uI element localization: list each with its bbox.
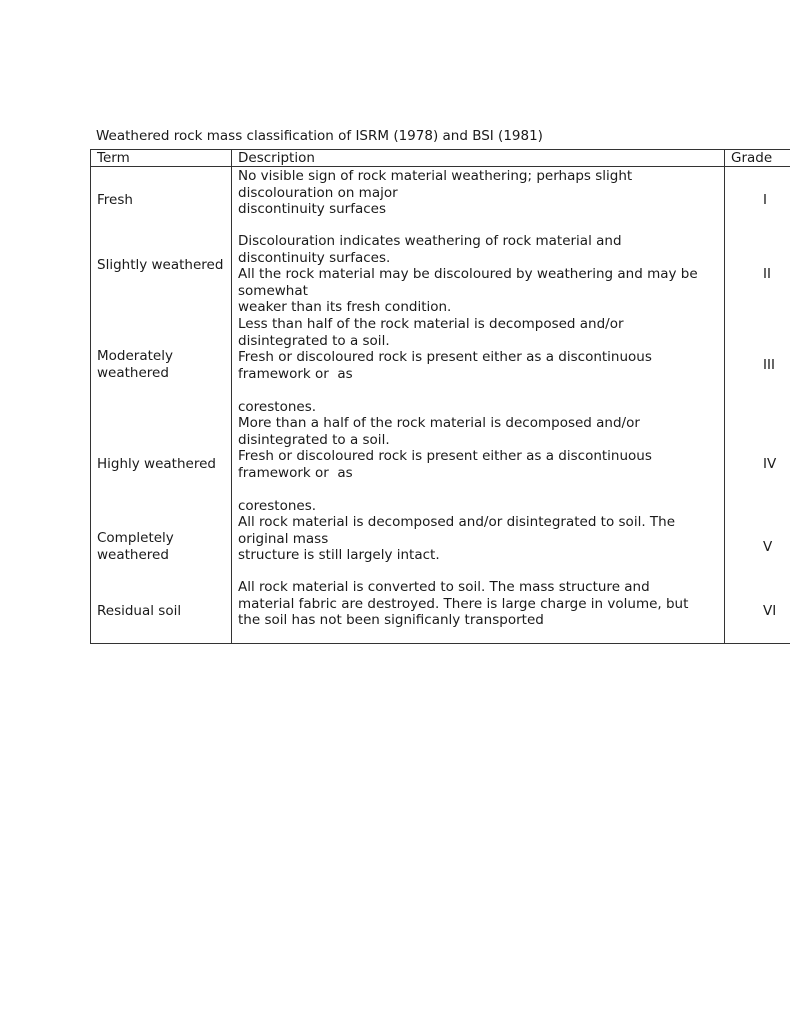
column-divider [231, 150, 232, 643]
description-line: somewhat [238, 282, 308, 299]
description-line: framework or as [238, 464, 353, 481]
description-cell [238, 579, 718, 629]
header-divider [91, 166, 790, 167]
term-cell: Slightly weathered [97, 257, 224, 273]
description-line: corestones. [238, 497, 317, 514]
term-cell: Fresh [97, 192, 133, 208]
description-line: corestones. [238, 398, 317, 415]
description-line: original mass [238, 530, 329, 547]
description-line: No visible sign of rock material weathering; perhaps slight [238, 168, 633, 184]
grade-cell: III [763, 357, 775, 373]
description-line [238, 481, 718, 498]
description-line: the soil has not been significanly transported [238, 612, 544, 628]
table-caption: Weathered rock mass classification of ISRM (1978) and BSI (1981) [96, 128, 543, 144]
description-line: More than a half of the rock material is decomposed and/or [238, 415, 640, 431]
description-line: disintegrated to a soil. [238, 332, 390, 349]
description-cell [238, 168, 718, 218]
header-description: Description [238, 150, 315, 166]
description-cell [238, 316, 718, 415]
description-line: discolouration on major [238, 184, 398, 201]
header-term: Term [97, 150, 130, 166]
grade-cell: VI [763, 603, 777, 619]
description-line: framework or as [238, 365, 353, 382]
description-line: Fresh or discoloured rock is present either as a discontinuous [238, 448, 652, 464]
column-divider [724, 150, 725, 643]
description-line: discontinuity surfaces. [238, 249, 391, 266]
term-cell: Highly weathered [97, 456, 216, 472]
grade-cell: IV [763, 456, 777, 472]
description-line: weaker than its fresh condition. [238, 299, 452, 315]
description-line: All rock material is decomposed and/or disintegrated to soil. The [238, 514, 676, 530]
grade-cell: II [763, 266, 771, 282]
description-line [238, 382, 718, 399]
description-cell [238, 415, 718, 514]
description-line: discontinuity surfaces [238, 201, 386, 217]
description-line: Discolouration indicates weathering of rock material and [238, 233, 622, 249]
description-line: All rock material is converted to soil. The mass structure and [238, 579, 650, 595]
description-line: Less than half of the rock material is decomposed and/or [238, 316, 624, 332]
description-line: Fresh or discoloured rock is present either as a discontinuous [238, 349, 652, 365]
description-line: disintegrated to a soil. [238, 431, 390, 448]
description-line: All the rock material may be discoloured by weathering and may be [238, 266, 698, 282]
header-grade: Grade [731, 150, 773, 166]
description-line: structure is still largely intact. [238, 547, 440, 563]
grade-cell: I [763, 192, 767, 208]
description-cell [238, 233, 718, 316]
classification-table [90, 149, 790, 644]
term-cell: Completely weathered [97, 530, 174, 563]
term-cell: Moderately weathered [97, 348, 173, 381]
grade-cell: V [763, 539, 773, 555]
description-line: material fabric are destroyed. There is large charge in volume, but [238, 595, 689, 612]
description-cell [238, 514, 718, 564]
term-cell: Residual soil [97, 603, 182, 619]
